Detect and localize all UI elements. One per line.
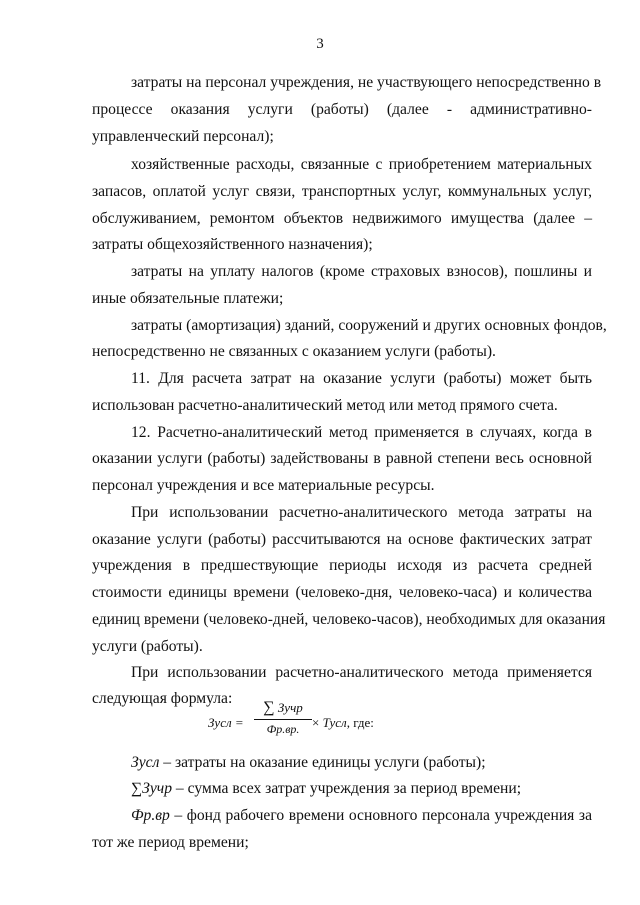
text-line: стоимости единицы времени (человеко-дня, человеко-часа) и количества: [92, 584, 592, 601]
text-line: следующая формула:: [92, 690, 233, 707]
text-line: обслуживанием, ремонтом объектов недвижимого имущества (далее –: [92, 210, 592, 227]
text-line: хозяйственные расходы, связанные с приобретением материальных: [131, 156, 592, 173]
formula-numerator: ∑ Зучр: [263, 699, 303, 716]
sum-symbol: ∑: [263, 699, 275, 716]
definition-line: Фр.вр – фонд рабочего времени основного персонала учреждения за: [131, 807, 592, 824]
text-line: использован расчетно-аналитический метод или метод прямого счета.: [92, 397, 558, 414]
text-line: затраты на персонал учреждения, не участвующего непосредственно в: [131, 74, 602, 91]
text-line: 11. Для расчета затрат на оказание услуги (работы) может быть: [131, 370, 592, 387]
text-line: тот же период времени;: [92, 834, 249, 851]
text-line: персонал учреждения и все материальные ресурсы.: [92, 477, 435, 494]
text-line: услуги (работы).: [92, 638, 203, 655]
definition-line: Зусл – затраты на оказание единицы услуги (работы);: [131, 754, 486, 771]
text-line: иные обязательные платежи;: [92, 290, 284, 307]
formula-rhs: × Тусл, где:: [312, 715, 374, 730]
text-line: учреждения в предшествующие периоды исходя из расчета средней: [92, 557, 592, 574]
text-line: оказании услуги (работы) задействованы в равной степени весь основной: [92, 450, 592, 467]
text-line: запасов, оплатой услуг связи, транспортных услуг, коммунальных услуг,: [92, 183, 592, 200]
definition-line: ∑Зучр – сумма всех затрат учреждения за период времени;: [131, 780, 522, 797]
text-line: затраты на уплату налогов (кроме страховых взносов), пошлины и: [131, 263, 592, 280]
text-line: процессе оказания услуги (работы) (далее - административно-: [92, 101, 592, 118]
formula-lhs: Зусл =: [208, 715, 244, 730]
text-line: управленческий персонал);: [92, 128, 274, 145]
text-line: оказание услуги (работы) рассчитываются на основе фактических затрат: [92, 531, 592, 548]
text-line: затраты (амортизация) зданий, сооружений и других основных фондов,: [131, 317, 607, 334]
fraction-bar: [254, 719, 312, 720]
text-line: При использовании расчетно-аналитического метода затраты на: [131, 504, 592, 521]
page-number: 3: [316, 36, 324, 52]
text-line: непосредственно не связанных с оказанием услуги (работы).: [92, 343, 496, 360]
text-line: При использовании расчетно-аналитического метода применяется: [131, 664, 592, 681]
text-line: 12. Расчетно-аналитический метод применяется в случаях, когда в: [131, 424, 592, 441]
formula-denominator: Фр.вр.: [266, 722, 300, 736]
formula-fraction: [254, 698, 312, 736]
cost-formula: [208, 698, 408, 748]
text-line: единиц времени (человеко-дней, человеко-часов), необходимых для оказания: [92, 611, 606, 628]
text-line: затраты общехозяйственного назначения);: [92, 236, 373, 253]
